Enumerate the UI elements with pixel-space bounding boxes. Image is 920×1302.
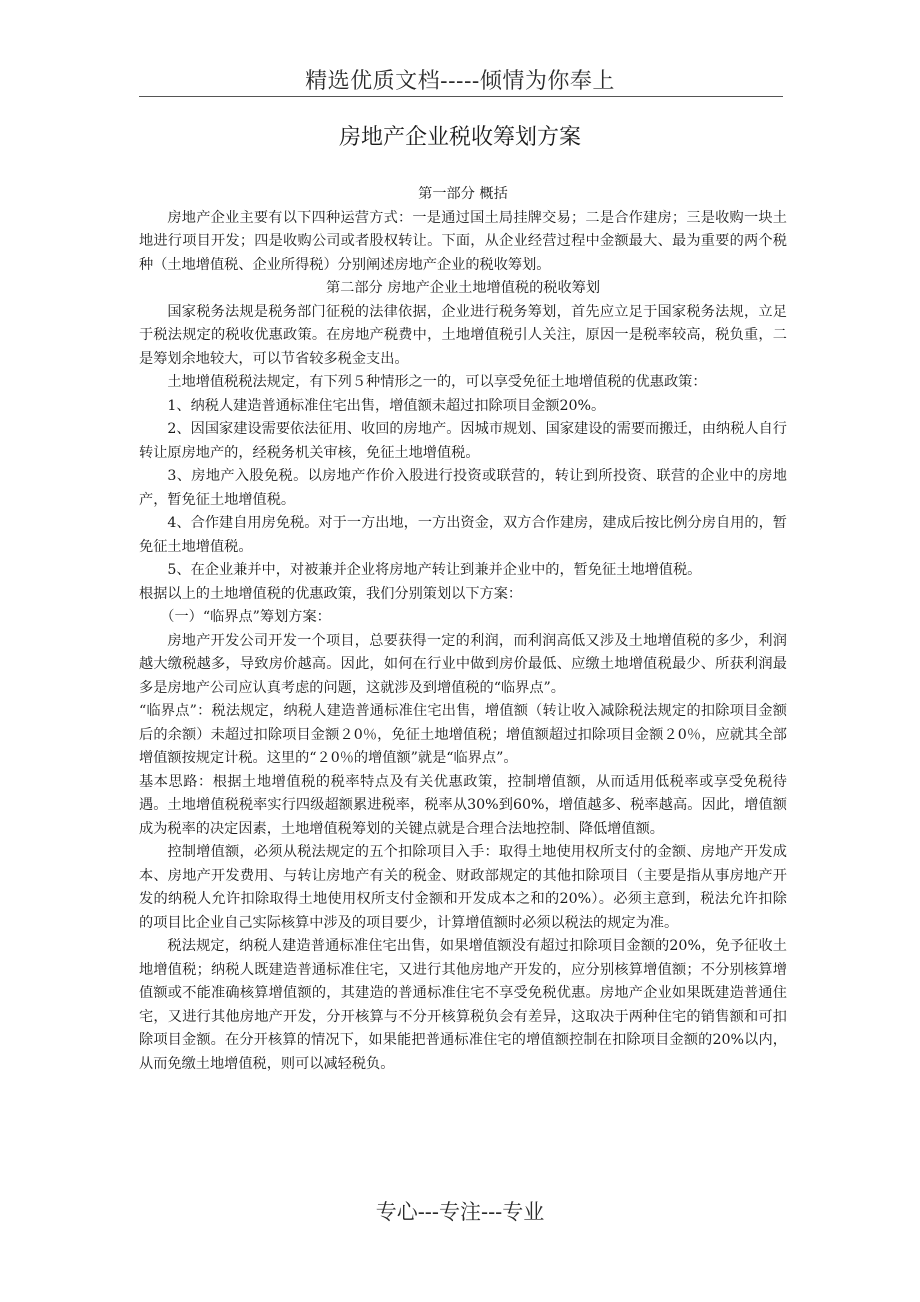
section-heading-part-1: 第一部分 概括 — [418, 186, 508, 202]
paragraph-control-value-added: 控制增值额，必须从税法规定的五个扣除项目入手：取得土地使用权所支付的金额、房地产开发成本、房地产开发费用、与转让房地产有关的税金、财政部规定的其他扣除项目（主要是指从事房地产开发的纳税人允许扣除取得土地使用权所支付金额和开发成本之和的20%）。必须主意到，税法允许扣除的项目比企业自己实际核算中涉及的项目要少，计算增值额时必须以税法的规定为准。 — [139, 844, 787, 931]
paragraph-basic-approach: 基本思路：根据土地增值税的税率特点及有关优惠政策，控制增值额，从而适用低税率或享受免税待遇。土地增值税税率实行四级超额累进税率，税率从30%到60%，增值越多、税率越高。因此，增值额成为税率的决定因素，土地增值税筹划的关键点就是合理合法地控制、降低增值额。 — [139, 773, 787, 837]
paragraph-overview: 房地产企业主要有以下四种运营方式：一是通过国土局挂牌交易；二是合作建房；三是收购一块土地进行项目开发；四是收购公司或者股权转让。下面，从企业经营过程中金额最大、最为重要的两个税种（土地增值税、企业所得税）分别阐述房地产企业的税收筹划。 — [139, 209, 787, 273]
document-title: 房地产企业税收筹划方案 — [338, 125, 581, 150]
list-item-3: 3、房地产入股免税。以房地产作价入股进行投资或联营的，转让到所投资、联营的企业中的房地产，暂免征土地增值税。 — [139, 468, 787, 508]
paragraph-plan-intro: 根据以上的土地增值税的优惠政策，我们分别策划以下方案： — [139, 585, 523, 602]
list-item-5: 5、在企业兼并中，对被兼并企业将房地产转让到兼并企业中的，暂免征土地增值税。 — [167, 562, 702, 578]
subsection-heading-critical-point: （一）“临界点”筹划方案： — [160, 609, 331, 625]
section-heading-part-2: 第二部分 房地产企业土地增值税的税收筹划 — [325, 280, 601, 296]
header-divider — [139, 96, 783, 97]
paragraph-tax-law: 国家税务法规是税务部门征税的法律依据，企业进行税务筹划，首先应立足于国家税务法规，立足于税法规定的税收优惠政策。在房地产税费中，土地增值税引人关注，原因一是税率较高，税负重，二是筹划余地较大，可以节省较多税金支出。 — [139, 303, 787, 367]
list-item-4: 4、合作建自用房免税。对于一方出地，一方出资金，双方合作建房，建成后按比例分房自用的，暂免征土地增值税。 — [139, 515, 787, 555]
document-body — [139, 183, 787, 1076]
list-item-1: 1、纳税人建造普通标准住宅出售，增值额未超过扣除项目金额20%。 — [167, 397, 606, 414]
list-item-2: 2、因国家建设需要依法征用、收回的房地产。因城市规划、国家建设的需要而搬迁，由纳税人自行转让原房地产的，经税务机关审核，免征土地增值税。 — [139, 421, 787, 461]
paragraph-exemption-intro: 土地增值税税法规定，有下列５种情形之一的，可以享受免征土地增值税的优惠政策： — [167, 374, 707, 390]
paragraph-critical-point-definition: “临界点”：税法规定，纳税人建造普通标准住宅出售，增值额（转让收入减除税法规定的扣除项目金额后的余额）未超过扣除项目金额２0％，免征土地增值税；增值额超过扣除项目金额２0％，应就其全部增值额按规定计税。这里的“２0％的增值额”就是“临界点”。 — [139, 703, 787, 766]
paragraph-standard-housing: 税法规定，纳税人建造普通标准住宅出售，如果增值额没有超过扣除项目金额的20%，免予征收土地增值税；纳税人既建造普通标准住宅，又进行其他房地产开发的，应分别核算增值额；不分别核算增值额或不能准确核算增值额的，其建造的普通标准住宅不享受免税优惠。房地产企业如果既建造普通住宅，又进行其他房地产开发，分开核算与不分开核算税负会有差异，这取决于两种住宅的销售额和可扣除项目金额。在分开核算的情况下，如果能把普通标准住宅的增值额控制在扣除项目金额的20%以内，从而免缴土地增值税，则可以减轻税负。 — [139, 938, 787, 1072]
page-header: 精选优质文档-----倾情为你奉上 — [305, 69, 615, 94]
page-footer: 专心---专注---专业 — [375, 1200, 545, 1224]
paragraph-profit: 房地产开发公司开发一个项目，总要获得一定的利润，而利润高低又涉及土地增值税的多少，利润越大缴税越多，导致房价越高。因此，如何在行业中做到房价最低、应缴土地增值税最少、所获利润最多是房地产公司应认真考虑的问题，这就涉及到增值税的“临界点”。 — [139, 632, 787, 696]
